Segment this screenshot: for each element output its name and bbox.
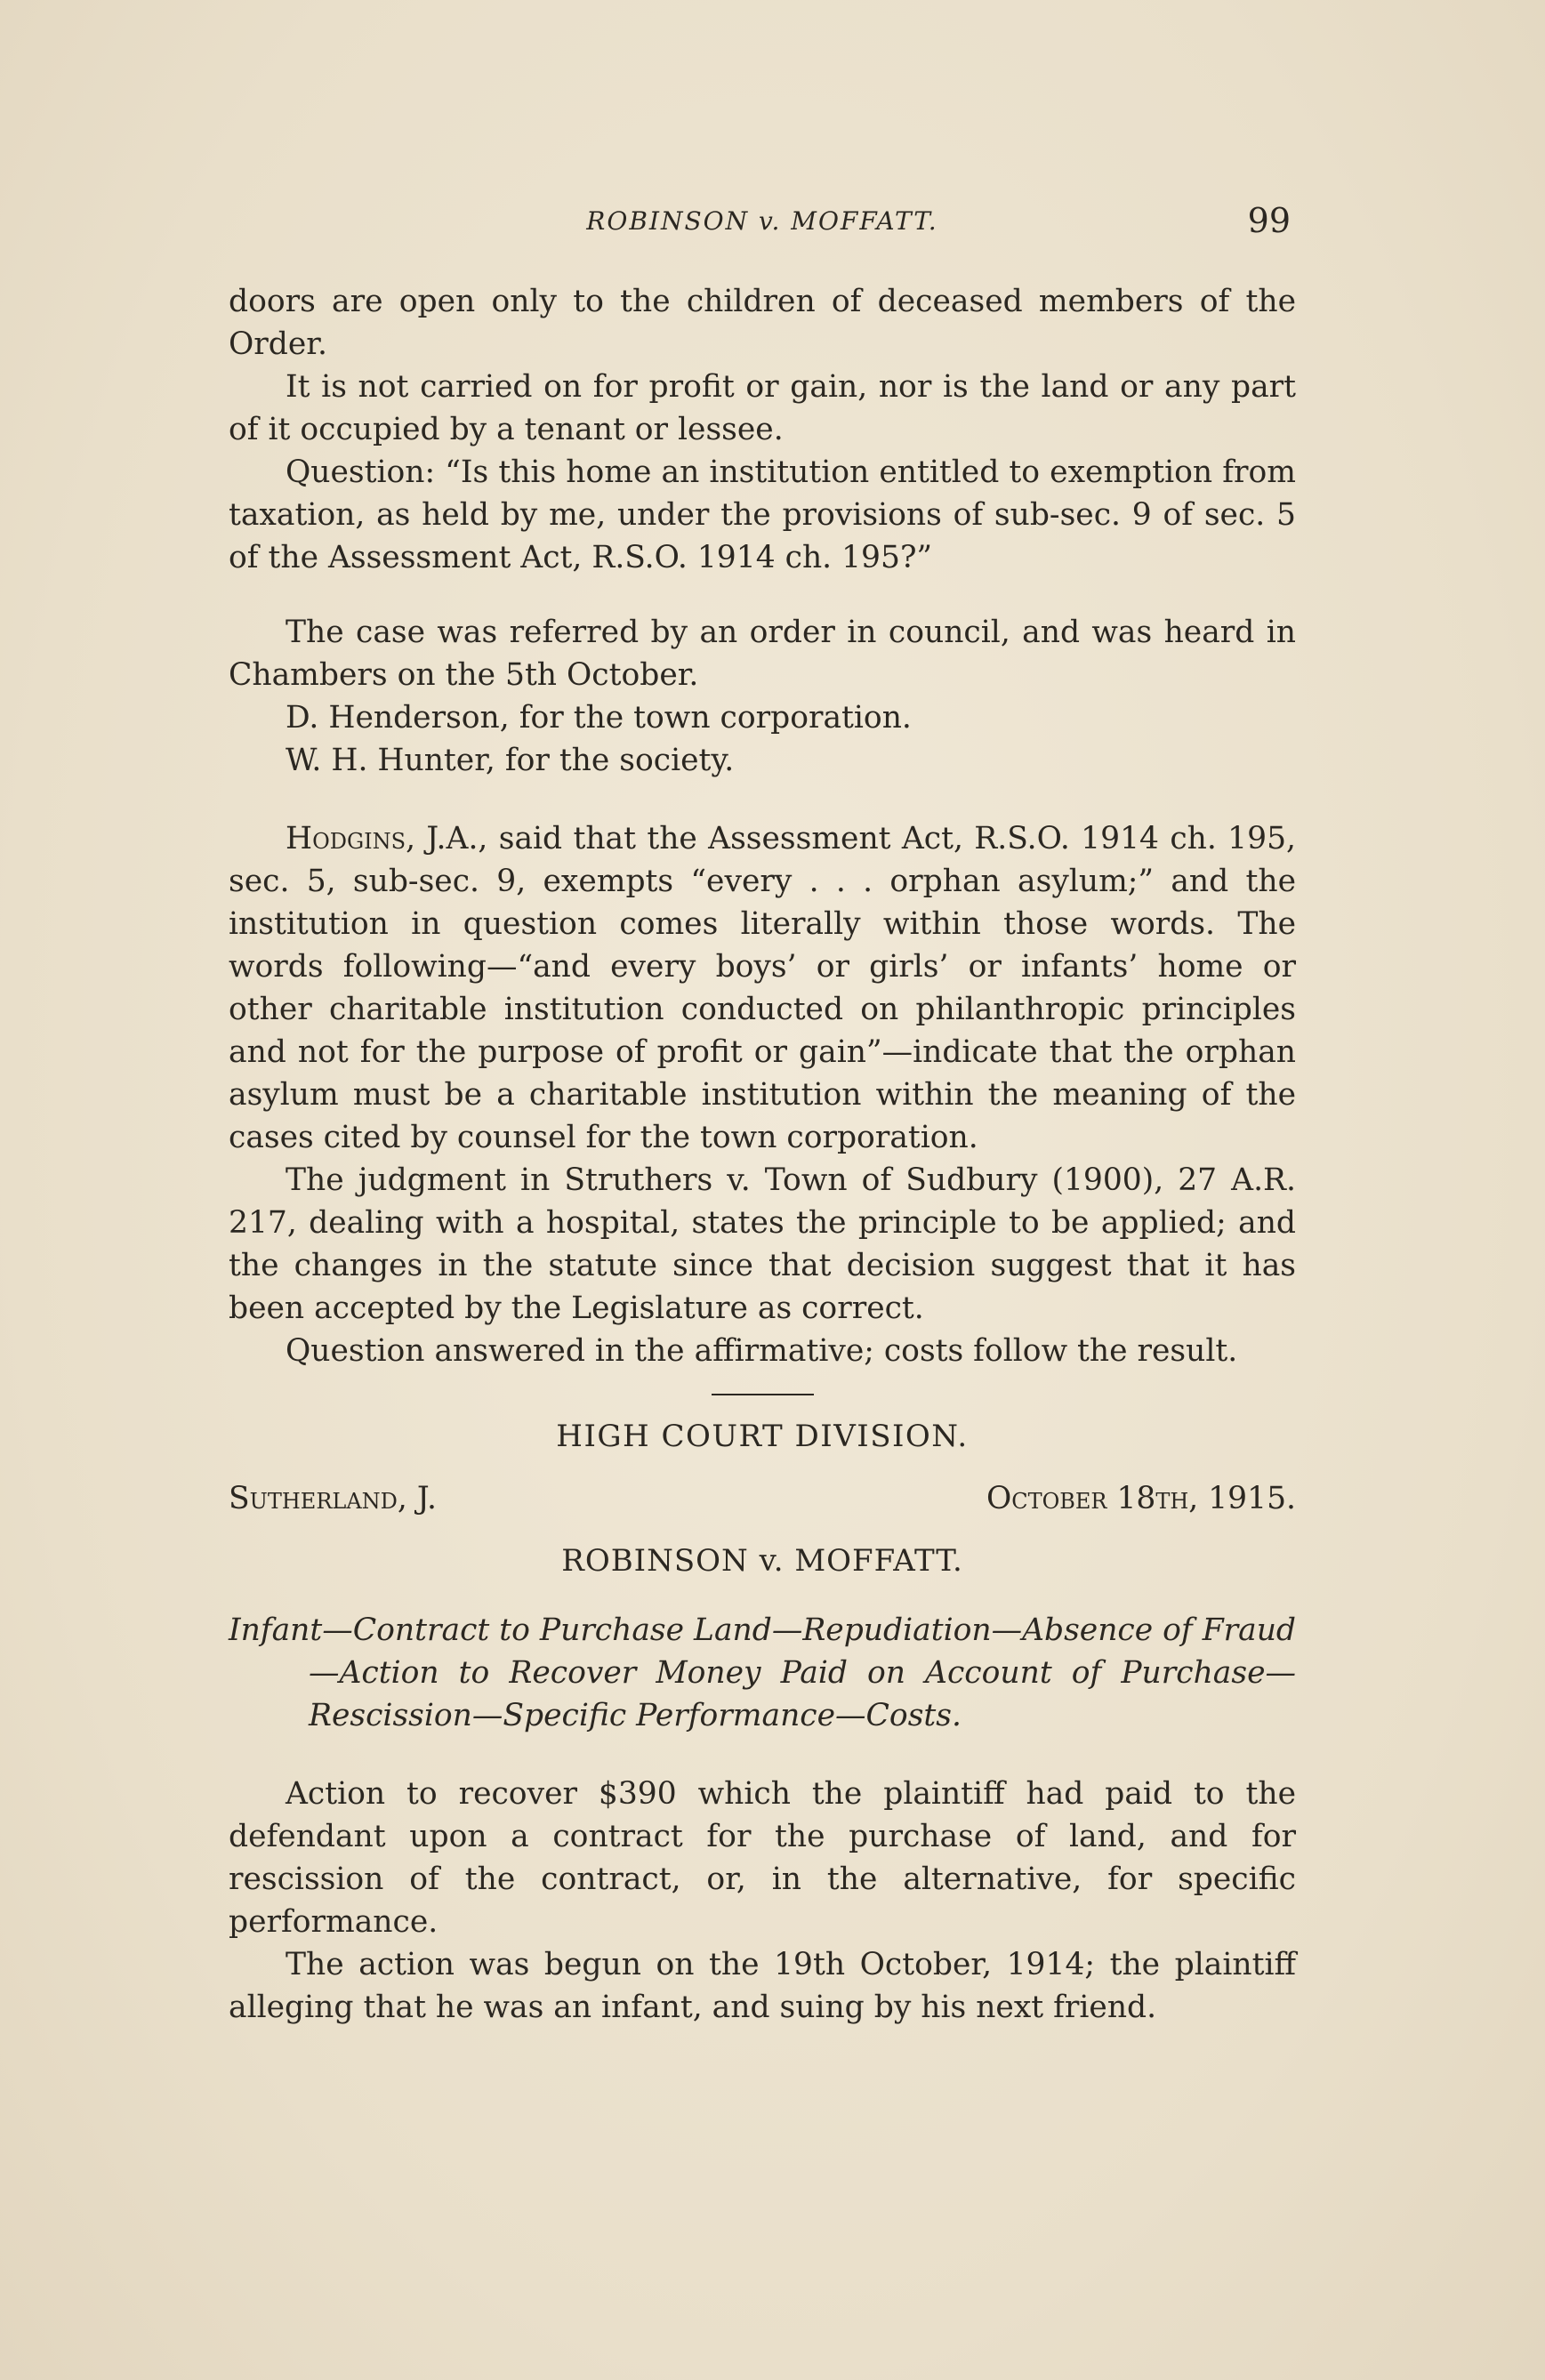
paragraph-counsel-society: W. H. Hunter, for the society.	[286, 743, 735, 778]
body-text	[229, 280, 1296, 2029]
page-number: 99	[1247, 201, 1291, 240]
paragraph-continuation: doors are open only to the children of deceased members of the Order.	[229, 284, 1296, 362]
case-title: ROBINSON v. MOFFATT.	[561, 1543, 963, 1579]
paragraph-not-for-profit: It is not carried on for profit or gain, nor is the land or any part of it occupied by a tenant or lessee.	[229, 369, 1296, 447]
running-title: ROBINSON v. MOFFATT.	[586, 206, 938, 236]
spacer	[229, 579, 1296, 611]
headnote: Infant—Contract to Purchase Land—Repudiation—Absence of Fraud—Action to Recover Money Paid on Account of Purchase—Rescission—Specific Performance—Costs.	[229, 1612, 1296, 1733]
section-rule	[712, 1394, 814, 1395]
paragraph-disposition: Question answered in the affirmative; costs follow the result.	[286, 1333, 1238, 1369]
spacer	[229, 782, 1296, 817]
judge-name: Hodgins, J.A.	[286, 821, 479, 856]
division-judge: Sutherland, J.	[229, 1481, 437, 1516]
paragraph-counsel-town: D. Henderson, for the town corporation.	[286, 700, 912, 736]
paragraph-judgment-opening	[229, 817, 1296, 1159]
paragraph-struthers: The judgment in Struthers v. Town of Sudbury (1900), 27 A.R. 217, dealing with a hospital, states the principle to be applied; and the changes in the statute since that decision suggest that it has been accepted by the Legislature as correct.	[229, 1162, 1296, 1326]
spacer	[229, 1737, 1296, 1773]
division-heading: HIGH COURT DIVISION.	[556, 1419, 969, 1454]
decision-date: October 18th, 1915.	[986, 1481, 1296, 1516]
judgment-text: , said that the Assessment Act, R.S.O. 1914 ch. 195, sec. 5, sub-sec. 9, exempts “every . . . orphan asylum;” and the institution in question comes literally within those words. The words following—“and every boys’ or girls’ or infants’ home or other charitable institution conducted on philanthropic principles and not for the purpose of profit or gain”—indicate that the orphan asylum must be a charitable institution within the meaning of the cases cited by counsel for the town corporation.	[229, 821, 1296, 1155]
paragraph-action: Action to recover $390 which the plaintiff had paid to the defendant upon a contract for the purchase of land, and for rescission of the contract, or, in the alternative, for specific performance.	[229, 1776, 1296, 1940]
paragraph-referral: The case was referred by an order in council, and was heard in Chambers on the 5th October.	[229, 615, 1296, 693]
judge-date-line	[229, 1477, 1296, 1520]
running-header	[229, 197, 1296, 251]
paragraph-question: Question: “Is this home an institution entitled to exemption from taxation, as held by me, under the provisions of sub-sec. 9 of sec. 5 of the Assessment Act, R.S.O. 1914 ch. 195?”	[229, 454, 1296, 575]
paragraph-action-begun: The action was begun on the 19th October, 1914; the plaintiff alleging that he was an infant, and suing by his next friend.	[229, 1947, 1296, 2025]
